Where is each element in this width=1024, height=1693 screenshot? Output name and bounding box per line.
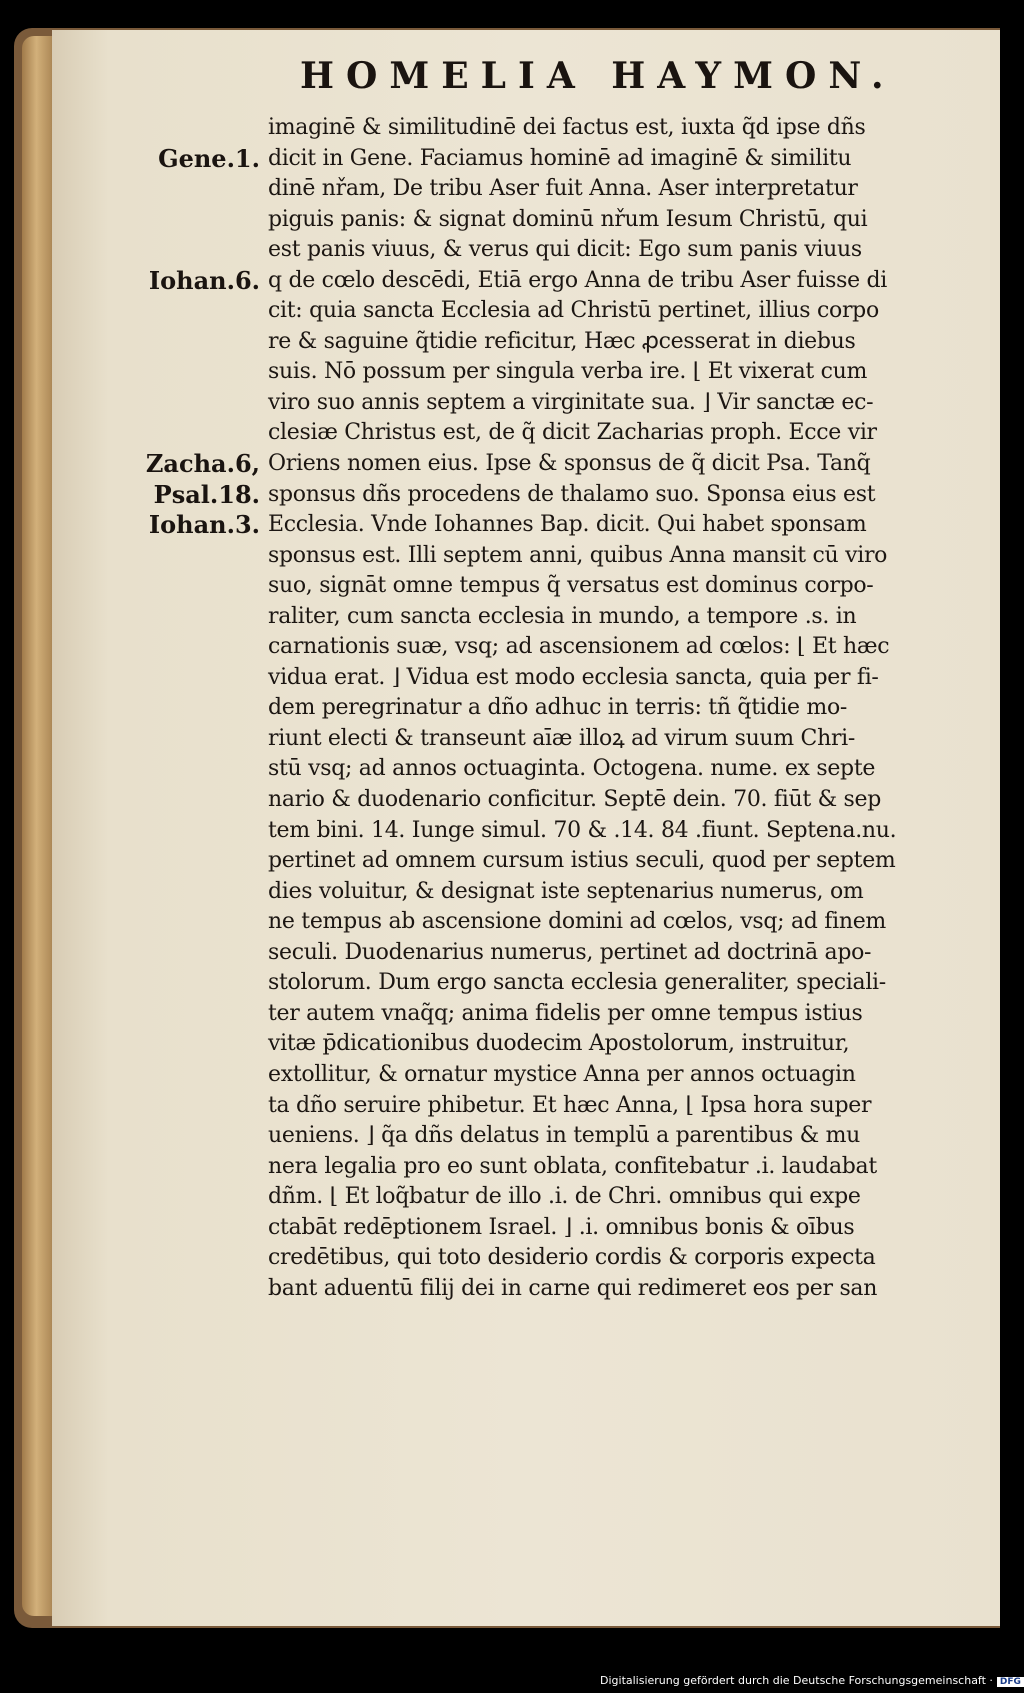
text-line: suis. Nō possum per singula verba ire. ⌊ Et vixerat cum — [268, 359, 868, 385]
text-line: imaginē & similitudinē dei factus est, iuxta q̃d ipse dñs — [268, 115, 866, 140]
text-line: bant aduentū filij dei in carne qui redimeret eos per san — [268, 1275, 878, 1301]
text-line: ctabāt redēptionem Israel. ⌋ .i. omnibus bonis & oībus — [268, 1214, 855, 1240]
text-line: clesiæ Christus est, de q̃ dicit Zacharias proph. Ecce vir — [268, 420, 877, 446]
text-line: ta dño seruire phibetur. Et hæc Anna, ⌊ Ipsa hora super — [268, 1092, 872, 1118]
text-line: riunt electi & transeunt aīæ illoꝝ ad virum suum Chri- — [268, 725, 856, 751]
text-line: ter autem vnaq̃q; anima fidelis per omne tempus istius — [268, 1000, 863, 1026]
text-line: vitæ p̄dicationibus duodecim Apostolorum, instruitur, — [268, 1031, 850, 1057]
text-line: viro suo annis septem a virginitate sua. ⌋ Vir sanctæ ec- — [268, 389, 874, 415]
text-line: tem bini. 14. Iunge simul. 70 & .14. 84 .fiunt. Septena.nu. — [268, 817, 897, 843]
text-line: dñm. ⌊ Et loq̃batur de illo .i. de Chri. omnibus qui expe — [268, 1184, 861, 1210]
text-line: ne tempus ab ascensione domini ad cœlos, vsq; ad finem — [268, 909, 886, 935]
margin-note: Psal.18. — [153, 479, 260, 509]
text-line: ueniens. ⌋ q̃a dñs delatus in templū a parentibus & mu — [268, 1123, 861, 1149]
body-text — [268, 113, 968, 1304]
text-line: est panis viuus, & verus qui dicit: Ego sum panis viuus — [268, 237, 862, 263]
text-line: dem peregrinatur a dño adhuc in terris: tñ q̃tidie mo- — [268, 695, 848, 721]
text-line: dinē nřam, De tribu Aser fuit Anna. Aser interpretatur — [268, 176, 858, 202]
text-line: seculi. Duodenarius numerus, pertinet ad doctrinā apo- — [268, 939, 872, 965]
margin-note: Zacha.6, — [145, 449, 260, 479]
text-line: sponsus est. Illi septem anni, quibus Anna mansit cū viro — [268, 542, 888, 568]
footer-text: Digitalisierung gefördert durch die Deutsche Forschungsgemeinschaft · — [600, 1674, 993, 1687]
text-line: stolorum. Dum ergo sancta ecclesia generaliter, speciali- — [268, 970, 886, 996]
text-line: dicit in Gene. Faciamus hominē ad imaginē & similitu — [268, 145, 852, 171]
margin-note: Iohan.6. — [148, 265, 260, 295]
text-line: dies voluitur, & designat iste septenarius numerus, om — [268, 878, 864, 904]
text-line: re & saguine q̃tidie reficitur, Hæc ꝓcesserat in diebus — [268, 328, 856, 354]
margin-note: Gene.1. — [158, 143, 260, 173]
text-line: carnationis suæ, vsq; ad ascensionem ad cœlos: ⌊ Et hæc — [268, 634, 890, 660]
text-line: Ecclesia. Vnde Iohannes Bap. dicit. Qui habet sponsam — [268, 512, 867, 538]
text-line: credētibus, qui toto desiderio cordis & corporis expecta — [268, 1245, 876, 1271]
text-line: nera legalia pro eo sunt oblata, confitebatur .i. laudabat — [268, 1153, 877, 1179]
margin-note: Iohan.3. — [148, 510, 260, 540]
text-line: nario & duodenario conficitur. Septē dein. 70. fiūt & sep — [268, 787, 882, 813]
text-line: suo, signāt omne tempus q̃ versatus est dominus corpo- — [268, 573, 874, 599]
running-header: HOMELIA HAYMON. — [300, 55, 896, 97]
text-line: pertinet ad omnem cursum istius seculi, quod per septem — [268, 848, 896, 874]
text-line: q de cœlo descēdi, Etiā ergo Anna de tribu Aser fuisse di — [268, 267, 887, 293]
text-line: extollitur, & ornatur mystice Anna per annos octuagin — [268, 1061, 856, 1087]
footer-credit — [600, 1674, 1024, 1687]
text-line: sponsus dñs procedens de thalamo suo. Sponsa eius est — [268, 481, 876, 507]
text-line: stū vsq; ad annos octuaginta. Octogena. nume. ex septe — [268, 756, 876, 782]
text-line: cit: quia sancta Ecclesia ad Christū pertinet, illius corpo — [268, 298, 879, 324]
dfg-logo: DFG — [997, 1677, 1024, 1687]
text-line: vidua erat. ⌋ Vidua est modo ecclesia sancta, quia per fi- — [268, 664, 879, 690]
text-line: Oriens nomen eius. Ipse & sponsus de q̃ dicit Psa. Tanq̃ — [268, 451, 871, 477]
text-line: piguis panis: & signat dominū nřum Iesum Christū, qui — [268, 206, 868, 232]
text-line: raliter, cum sancta ecclesia in mundo, a tempore .s. in — [268, 603, 857, 629]
